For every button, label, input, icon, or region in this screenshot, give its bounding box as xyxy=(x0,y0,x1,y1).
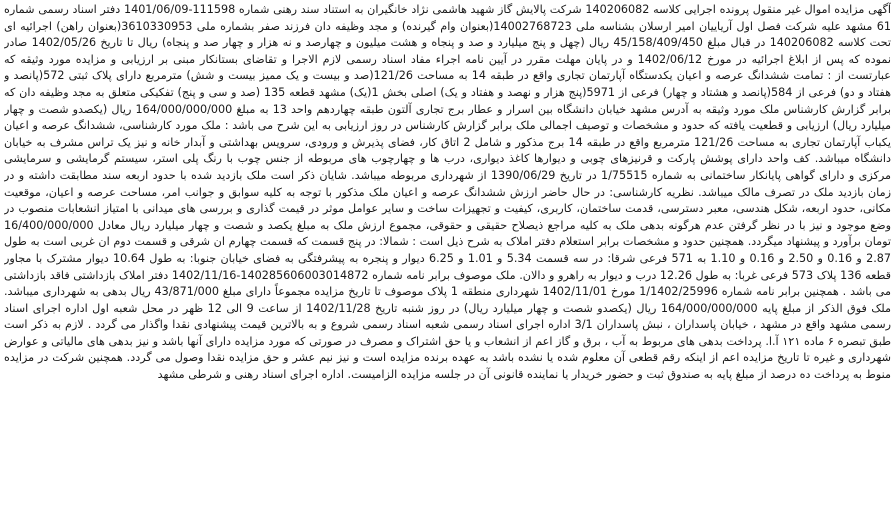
auction-notice xyxy=(4,2,891,509)
notice-body-text: آگهی مزایده اموال غیر منقول پرونده اجرایی کلاسه 140206082 شرکت پالایش گاز شهید هاشمی نژاد خانگیران به استناد سند رهنی شماره 111598-1401/06/09 دفتر اسناد رسمی شماره 61 مشهد علیه شرکت فصل اول آریاییان امیر ارسلان بشناسه ملی 14002768723(بعنوان وام گیرنده) و مجد وظیفه دان فرزند صفر بشماره ملی 3610330953(بعنوان راهن) اجرائیه ای تحت کلاسه 140206082 در قبال مبلغ 45/158/409/450 ریال (چهل و پنج میلیارد و صد و پنجاه و هشت میلیون و چهارصد و نه هزار و چهار صد و پنجاه) ریال تا تاریخ 1402/05/26 صادر نموده که پس از ابلاغ اجرائیه در مورخ 1402/06/12 و در پایان مهلت مقرر در آیین نامه اجراء مفاد اسناد رسمی لازم الاجرا و تقاضای بستانکار مبنی بر ارزیابی و مزایده مورد وثیقه که عبارتست از : تمامت ششدانگ عرصه و اعیان یکدستگاه آپارتمان تجاری واقع در طبقه 14 به مساحت 121/26(صد و بیست و یک ممیز بیست و شش) مترمربع دارای پلاک ثبتی 572(پانصد و هفتاد و دو) فرعی از 584(پانصد و هشتاد و چهار) فرعی از 5971(پنج هزار و نهصد و هفتاد و یک) اصلی بخش 1(یک) مشهد قطعه 135 (صد و سی و پنج) تفکیکی متعلق به مجد وظیفه دان که برابر گزارش کارشناس ملک مورد وثیقه به آدرس مشهد خیابان دانشگاه بین اسرار و عطار برج تجاری آلتون طبقه چهاردهم واحد 13 به مبلغ 164/000/000/000 ریال (یکصدو شصت و چهار میلیارد ریال) ارزیابی و قطعیت یافته که حدود و مشخصات و توصیف اجمالی ملک برابر گزارش کارشناس در روز ارزیابی به این شرح می باشد : ملک مورد کارشناسی، ششدانگ عرصه و اعیان یکباب آپارتمان تجاری به مساحت 121/26 مترمربع واقع در طبقه 14 برج مذکور و شامل 2 اتاق کار، فضای پذیرش و ورودی، سرویس بهداشتی و آبدار خانه و نیز یک تراس مشرف به خیابان دانشگاه میباشد. کف واحد دارای پوشش پارکت و قرنیزهای چوبی و دیوارها کاغذ دیواری، درب ها و چهارچوب های مربوطه از جنس چوب با رنگ پلی استر، سیستم گرمایشی و سرمایشی مرکزی و دارای گواهی پایانکار ساختمانی به شماره 1/75515 در تاریخ 1390/06/29 از شهرداری مربوطه میباشد. شایان ذکر است ملک بازدید شده با حدود اربعه سند مطابقت داشته و در زمان بازدید ملک در تصرف مالک میباشد. نظریه کارشناسی: در حال حاضر ارزش ششدانگ عرصه و اعیان ملک مذکور با توجه به کلیه سوابق و جوانب امر، مساحت عرصه و اعیان، موقعیت مکانی، حدود اربعه، شکل هندسی، معبر دسترسی، قدمت ساختمان، کاربری، کیفیت و تجهیزات ساخت و سایر عوامل موثر در قیمت گذاری و بررسی های میدانی با امتیاز انشعابات منصوب در وضع موجود و نیز با در نظر گرفتن عدم هرگونه بدهی ملک به کلیه مراجع ذیصلاح حقیقی و حقوقی، مجموع ارزش ملک به مبلغ یکصد و شصت و چهار میلیارد ریال معادل 16/400/000/000 تومان برآورد و پیشنهاد میگردد. همچنین حدود و مشخصات برابر استعلام دفتر املاک به شرح ذیل است : شمالا: در پنج قسمت که قسمت چهارم ان شرقی و قسمت دوم ان غربی است به طول 2.87 و 0.16 و 2.50 و 0.16 و 1.10 به 571 فرعی شرقا: در سه قسمت 5.34 و 1.01 و 6.25 دیوار و پنجره به پیشرفتگی به فضای خیابان جنوبا: به طول 10.64 دیوار مشترک با مجاور قطعه 136 پلاک 573 فرعی غربا: به طول 12.26 درب و دیوار به راهرو و دالان. ملک موصوف برابر نامه شماره 140285606003014872-1402/11/16 دفتر املاک بازداشتی فاقد بازداشتی می باشد . همچنین برابر نامه شماره 1/1402/25996 مورخ 1402/11/01 شهرداری منطقه 1 پلاک موصوف تا تاریخ مزایده مجموعاً دارای مبلغ 43/871/000 ریال بدهی به شهرداری میباشد. ملک فوق الذکر از مبلغ پایه 164/000/000/000 ریال (یکصدو شصت و چهار میلیارد ریال) در روز شنبه تاریخ 1402/11/28 از ساعت 9 الی 12 ظهر در محل شعبه اول اداره اجرای اسناد رسمی مشهد واقع در مشهد ، خیابان پاسداران ، نبش پاسداران 3/1 اداره اجرای اسناد رسمی شعبه اسناد رسمی شروع و به بالاترین قیمت پیشنهادی نقدا واگذار می گردد . لازم به ذکر است طبق تبصره ۶ ماده ۱۲۱ آ.ا. پرداخت بدهی های مربوط به آب ، برق و گاز اعم از انشعاب و یا حق اشتراک و مصرف در صورتی که مورد مزایده دارای آنها باشد و نیز بدهی های مالیاتی و عوارض شهرداری و غیره تا تاریخ مزایده اعم از اینکه رقم قطعی آن معلوم شده یا نشده باشد به عهده برنده مزایده است و نیز نیم عشر و حق مزایده نقدا وصول می گردد. همچنین شرکت در مزایده منوط به پرداخت ده درصد از مبلغ پایه به صندوق ثبت و حضور خریدار یا نماینده قانونی آن در جلسه مزایده الزامیست. اداره اجرای اسناد رهنی و شرطی مشهد xyxy=(4,3,891,382)
